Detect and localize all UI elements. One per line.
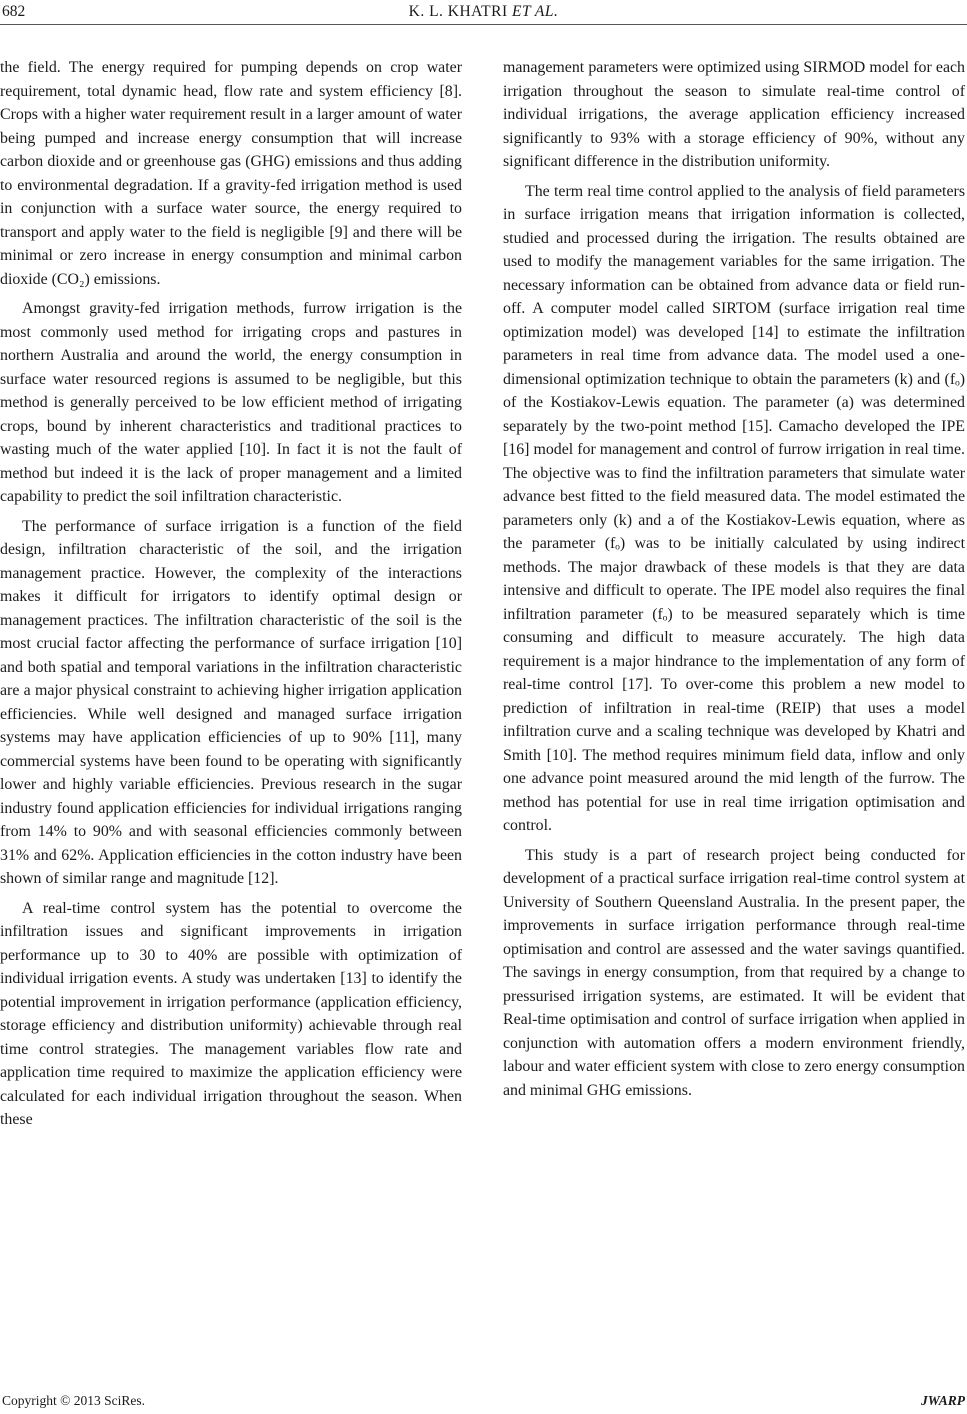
running-head-authors: K. L. KHATRI [408,3,508,20]
running-header [0,0,967,30]
paragraph: The performance of surface irrigation is a function of the field design, infiltration characteristic of the soil, and the irrigation management practice. However, the complexity of the interactions makes it difficult for irrigators to identify optimal design or management practices. The infiltration characteristic of the soil is the most crucial factor affecting the performance of surface irrigation [10] and both spatial and temporal variations in the infiltration characteristic are a major physical constraint to achieving higher irrigation application efficiencies. While well designed and managed surface irrigation systems may have application efficiencies of up to 90% [11], many commercial systems have been found to be operating with significantly lower and highly variable efficiencies. Previous research in the sugar industry found application efficiencies for individual irrigations ranging from 14% to 90% and with seasonal efficiencies commonly between 31% and 62%. Application efficiencies in the cotton industry have been shown of similar range and magnitude [12]. [0,517,462,887]
paragraph: Amongst gravity-fed irrigation methods, furrow irrigation is the most commonly used method for irrigating crops and pastures in northern Australia and around the world, the energy consumption in surface water resourced regions is assumed to be negligible, but this method is generally perceived to be low efficient method of irrigating crops, bound by inherent characteristics and traditional practices to wasting much of the water applied [10]. In fact it is not the fault of method but indeed it is the lack of proper management and a limited capability to predict the soil infiltration characteristic. [0,300,462,505]
paragraph: The term real time control applied to the analysis of field parameters in surface irrigation means that irrigation information is collected, studied and processed during the irrigation. The results obtained are used to modify the management variables for the same irrigation. The necessary information can be obtained from advance data or field run-off. A computer model called SIRTOM (surface irrigation real time optimization model) was developed [14] to estimate the infiltration parameters in real time from advance data. The model used a one-dimensional optimization technique to obtain the parameters (k) and (fₒ) of the Kostiakov-Lewis equation. The parameter (a) was determined separately by the two-point method [15]. Camacho developed the IPE [16] model for management and control of furrow irrigation in real time. The objective was to find the infiltration parameters that simulate water advance best fitted to the field measured data. The model estimated the parameters only (k) and a of the Kostiakov-Lewis equation, where as the parameter (fₒ) was to be initially calculated by using indirect methods. The major drawback of these models is that they are data intensive and difficult to operate. The IPE model also requires the final infiltration parameter (fₒ) to be measured separately which is time consuming and difficult to measure accurately. The high data requirement is a major hindrance to the implementation of any form of real-time control [17]. To over-come this problem a new model to prediction of infiltration in real-time (REIP) that uses a model infiltration curve and a scaling technique was developed by Khatri and Smith [10]. The method requires minimum field data, inflow and only one advance point measured around the mid length of the furrow. The method has potential for use in real time irrigation optimisation and control. [503,182,965,834]
paragraph: management parameters were optimized using SIRMOD model for each irrigation throughout the season to simulate real-time control of individual irrigations, the average application efficiency increased significantly to 93% with a storage efficiency of 90%, without any significant difference in the distribution uniformity. [503,59,965,170]
journal-name: JWARP [920,1393,965,1408]
copyright-text: Copyright © 2013 SciRes. [2,1393,146,1408]
right-column [503,56,965,1108]
running-head-etal: ET AL. [512,3,559,20]
running-head [0,3,967,21]
header-rule [0,24,967,25]
page-number: 682 [2,3,26,20]
paragraph: A real-time control system has the potential to overcome the infiltration issues and significant improvements in irrigation performance up to 30 to 40% are possible with optimization of individual irrigation events. A study was undertaken [13] to identify the potential improvement in irrigation performance (application efficiency, storage efficiency and distribution uniformity) achievable through real time control strategies. The management variables flow rate and application time required to maximize the application efficiency were calculated for each individual irrigation throughout the season. When these [0,899,462,1128]
paragraph: This study is a part of research project being conducted for development of a practical surface irrigation real-time control system at University of Southern Queensland Australia. In the present paper, the improvements in surface irrigation performance through real-time optimisation and control are assessed and the water savings quantified. The savings in energy consumption, from that required by a change to pressurised irrigation systems, are estimated. It will be evident that Real-time optimisation and control of surface irrigation when applied in conjunction with automation offers a modern environment friendly, labour and water efficient system with close to zero energy consumption and minimal GHG emissions. [503,846,965,1099]
left-column [0,56,462,1138]
paragraph: the field. The energy required for pumping depends on crop water requirement, total dynamic head, flow rate and system efficiency [8]. Crops with a higher water requirement result in a larger amount of water being pumped and increase energy consumption that will increase carbon dioxide and or greenhouse gas (GHG) emissions and thus adding to environmental degradation. If a gravity-fed irrigation method is used in conjunction with a surface water source, the energy required to transport and apply water to the field is negligible [9] and there will be minimal or zero increase in energy consumption and minimal carbon dioxide (CO₂) emissions. [0,59,462,288]
